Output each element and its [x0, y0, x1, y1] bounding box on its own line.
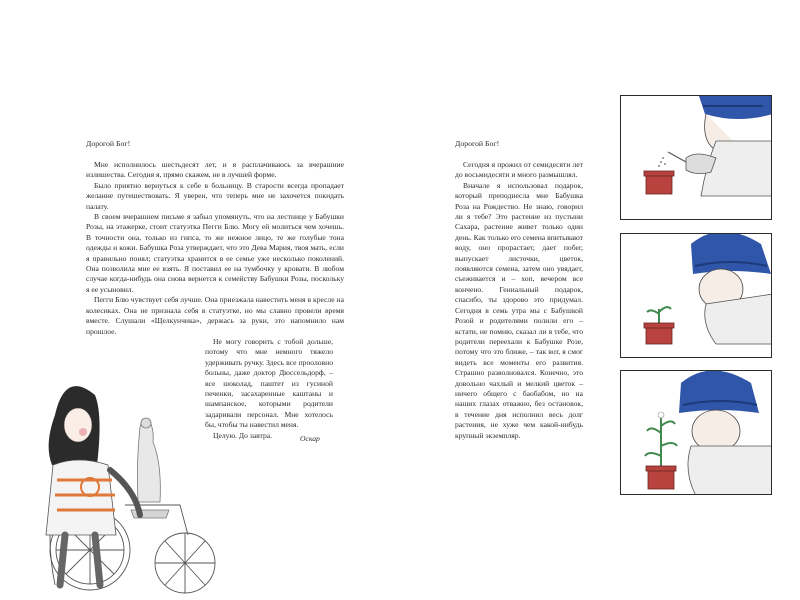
blue-hat-drawing [699, 96, 772, 119]
watering-can-drawing [686, 154, 716, 174]
blue-hat-drawing [679, 371, 759, 413]
red-pot-drawing [646, 174, 672, 194]
left-lower-paragraph-2: Целую. До завтра. [213, 430, 273, 440]
boy-sprout-illustration [621, 234, 772, 358]
comic-panel-watering [620, 95, 772, 220]
left-paragraph-4: Пегги Блю чувствует себя лучше. Она приезжала навестить меня в кресле на колесиках. Она не признала себя в статуэтке, но мы славно провели время вместе. Слушали «Щелкунчика», держась за руки, это напомнило нам прошлое. [86, 295, 344, 336]
right-paragraph-1: Сегодня я прожил от семидесяти лет до восьмидесяти и много размышлял. [455, 160, 583, 180]
flowering-plant-drawing [645, 416, 677, 471]
left-greeting: Дорогой Бог! [86, 139, 131, 148]
girl-wheelchair-illustration [35, 375, 265, 600]
boy-flower-illustration [621, 371, 772, 495]
red-pot-drawing [646, 326, 672, 344]
right-letter-body [455, 160, 583, 441]
right-paragraph-2: Вначале я использовал подарок, который преподнесла мне Бабушка Роза на Рождество. Не знаю, говорил ли я тебе? Это растение из пустыни Сахара, растение живет только один день. Как только его семена впитывают воду, оно прорастает, дает побег, выпускает листочки, цветок, появляются семена, затем оно увядает, съеживается и – хоп, вечером все кончено. Гениальный подарок, спасибо, ты здорово это придумал. Сегодня в семь утра мы с Бабушкой Розой и родителями полили его – кстати, не помню, сказал ли я тебе, что родители переехали к Бабушке Розе, потому что это ближе, – так вот, я смог видеть все моменты его развития. Страшно разволновался. Конечно, это довольно чахлый и мелкий цветок – ничего общего с баобабом, но на наших глазах отважно, без остановок, в течение дня исполнил весь долг растения, не хуже чем какой-нибудь крупный экземпляр. [455, 180, 583, 440]
left-paragraph-1: Мне исполнилось шестьдесят лет, и я расплачиваюсь за вчерашние излишества. Сегодня я, прямо скажем, не в лучшей форме. [86, 160, 344, 180]
left-lower-paragraph-1: Не могу говорить с тобой дольше, потому что мне немного тяжело удерживать ручку. Здесь все прооловно больны, даже доктор Дюссельдорф, – все шоколад, паштет из гусиной печенки, засахаренные каштаны и шампанское, которыми родители задаривали персонал. Мне хотелось бы, чтобы ты навестил меня. [205, 337, 333, 430]
boy-watering-illustration [621, 96, 772, 220]
red-pot-drawing [648, 469, 674, 489]
left-letter-body [86, 160, 344, 337]
comic-panel-flower [620, 370, 772, 495]
left-paragraph-3: В своем вчерашнем письме я забыл упомянуть, что на лестнице у Бабушки Розы, на этажерке, стоит статуэтка Пегги Блю. Могу ей молиться чем хочешь. В точности она, только из гипса, то же нежное лицо, те же голубые тона одежды и кожи. Бабушка Роза утверждает, что это Дева Мария, твоя мать, если я правильно понял; статуэтка хранится в ее семье уже несколько поколений. Она позволила мне ее взять. Я поставил ее на тумбочку у кровати. В любом случае когда-нибудь она снова вернется к семейству Бабушки Розы, поскольку я ее усыновил. [86, 212, 344, 294]
signature: Оскар [300, 434, 320, 443]
left-paragraph-2: Было приятно вернуться к себе в больницу. В старости всегда пропадает желание путешествовать. Я уверен, что теперь мне не захочется покидать палату. [86, 180, 344, 211]
girl-drawing [46, 386, 140, 585]
comic-panel-sprout [620, 233, 772, 358]
right-greeting: Дорогой Бог! [455, 139, 500, 148]
blue-hat-drawing [691, 234, 771, 274]
